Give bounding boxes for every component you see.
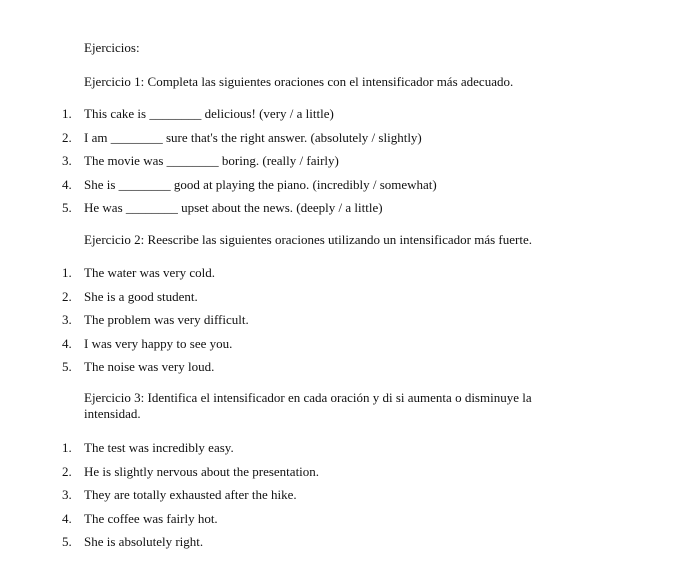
list-item <box>0 106 688 130</box>
list-item <box>0 265 688 289</box>
list-item <box>0 312 688 336</box>
item-text: They are totally exhausted after the hike. <box>84 487 297 502</box>
item-text: The water was very cold. <box>84 265 216 280</box>
item-number: 1. <box>62 440 72 455</box>
item-number: 4. <box>62 176 72 192</box>
item-text: The coffee was fairly hot. <box>84 510 218 526</box>
item-text: She is a good student. <box>84 288 198 304</box>
item-text: I am ________ sure that's the right answer. (absolutely / slightly) <box>84 129 422 145</box>
item-text: He was ________ upset about the news. (deeply / a little) <box>84 200 383 215</box>
list-item <box>0 200 688 224</box>
item-number: 5. <box>62 359 72 374</box>
item-number: 1. <box>62 106 72 121</box>
item-text: He is slightly nervous about the presentation. <box>84 463 320 479</box>
item-number: 2. <box>62 129 72 145</box>
item-number: 4. <box>62 510 72 526</box>
item-number: 3. <box>62 153 72 168</box>
exercise-2-list <box>0 265 688 383</box>
item-number: 2. <box>62 463 72 479</box>
list-item <box>0 177 688 201</box>
list-item <box>0 534 688 558</box>
exercise-1-list <box>0 106 688 224</box>
list-item <box>0 153 688 177</box>
item-text: The movie was ________ boring. (really / fairly) <box>84 153 339 168</box>
item-text: The problem was very difficult. <box>84 312 249 327</box>
item-number: 2. <box>62 288 72 304</box>
item-number: 5. <box>62 200 72 215</box>
list-item <box>0 359 688 383</box>
list-item <box>0 289 688 313</box>
item-text: The noise was very loud. <box>84 359 215 374</box>
item-text: She is ________ good at playing the piano. (incredibly / somewhat) <box>84 176 437 192</box>
list-item <box>0 130 688 154</box>
item-number: 4. <box>62 335 72 351</box>
item-text: The test was incredibly easy. <box>84 440 234 455</box>
item-text: She is absolutely right. <box>84 534 204 549</box>
list-item <box>0 464 688 488</box>
list-item <box>0 487 688 511</box>
exercise-3-list <box>0 440 688 558</box>
item-number: 1. <box>62 265 72 280</box>
item-number: 5. <box>62 534 72 549</box>
exercise-2-heading: Ejercicio 2: Reescribe las siguientes oraciones utilizando un intensificador más fuerte. <box>84 232 532 247</box>
list-item <box>0 336 688 360</box>
item-number: 3. <box>62 487 72 502</box>
item-text: This cake is ________ delicious! (very / a little) <box>84 106 334 121</box>
document-title: Ejercicios: <box>84 40 140 55</box>
item-text: I was very happy to see you. <box>84 335 233 351</box>
list-item <box>0 511 688 535</box>
exercise-3-heading: Ejercicio 3: Identifica el intensificador en cada oración y di si aumenta o disminuye la intensidad. <box>84 390 532 421</box>
list-item <box>0 440 688 464</box>
item-number: 3. <box>62 312 72 327</box>
exercise-1-heading: Ejercicio 1: Completa las siguientes oraciones con el intensificador más adecuado. <box>84 74 514 89</box>
